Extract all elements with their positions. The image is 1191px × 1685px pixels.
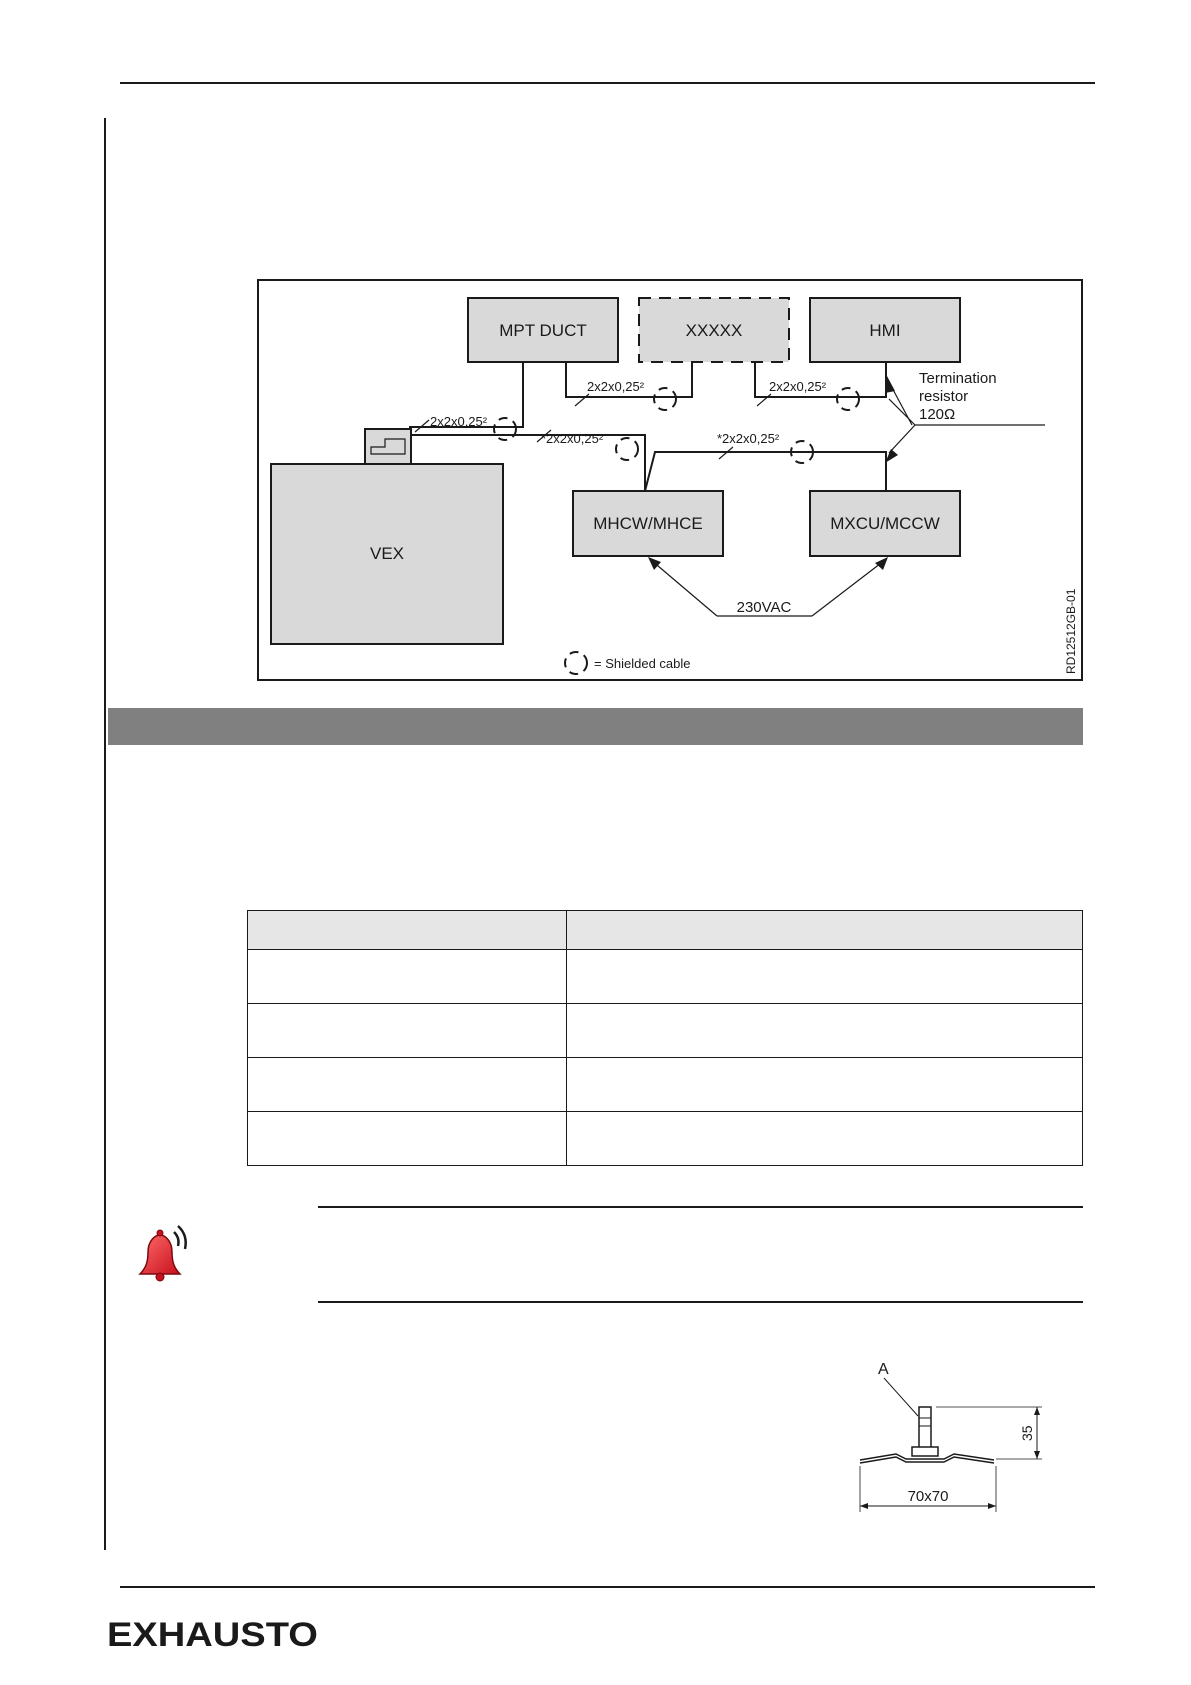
termination-text-1: Termination	[919, 370, 997, 387]
table-row	[248, 1004, 1083, 1058]
table-row	[248, 950, 1083, 1004]
footer-rule	[120, 1586, 1095, 1588]
box-xxxxx-label: XXXXX	[685, 321, 743, 340]
alarm-bell-icon	[130, 1222, 200, 1282]
sensor-body	[919, 1407, 931, 1451]
box-mpt-duct-label: MPT DUCT	[499, 321, 587, 340]
note-rule-top	[318, 1206, 1083, 1208]
cable-label-mpt-xxxxx: 2x2x0,25²	[587, 379, 645, 394]
sensor-label-a: A	[878, 1361, 889, 1378]
table-cell	[567, 1058, 1083, 1112]
box-vex-label: VEX	[369, 544, 405, 563]
termination-text-2: resistor	[919, 388, 969, 405]
table-header-cell	[248, 911, 567, 950]
table-cell	[567, 1004, 1083, 1058]
table-header-row	[248, 911, 1083, 950]
section-heading-band	[108, 708, 1083, 745]
table-cell	[567, 1112, 1083, 1166]
sensor-width-dim: 70x70	[907, 1488, 949, 1505]
sensor-mounting-drawing	[856, 1356, 1066, 1516]
cable-label-vex-mhcw: *2x2x0,25²	[541, 431, 604, 446]
box-mxcu-label: MXCU/MCCW	[830, 514, 940, 533]
termination-text-3: 120Ω	[919, 406, 956, 423]
margin-change-bar	[104, 118, 106, 1550]
header-rule	[120, 82, 1095, 84]
supply-label: 230VAC	[736, 599, 792, 616]
table-cell	[248, 1004, 567, 1058]
sensor-nut	[912, 1447, 938, 1456]
table-cell	[248, 1058, 567, 1112]
cable-label-mhcw-mxcu: *2x2x0,25²	[717, 431, 780, 446]
note-rule-bottom	[318, 1301, 1083, 1303]
cable-label-vex-mpt: 2x2x0,25²	[430, 414, 488, 429]
spec-table	[247, 910, 1083, 1166]
legend-text: = Shielded cable	[594, 656, 691, 671]
drawing-code: RD12512GB-01	[1064, 588, 1078, 674]
table-cell	[567, 950, 1083, 1004]
wiring-diagram	[257, 279, 1083, 681]
table-cell	[248, 1112, 567, 1166]
table-cell	[248, 950, 567, 1004]
cable-label-xxxxx-hmi: 2x2x0,25²	[769, 379, 827, 394]
sensor-height-dim: 35	[1019, 1425, 1035, 1441]
box-mhcw-label: MHCW/MHCE	[593, 514, 703, 533]
table-header-cell	[567, 911, 1083, 950]
box-hmi-label: HMI	[869, 321, 901, 340]
table-row	[248, 1112, 1083, 1166]
brand-logo: EXHAUSTO	[107, 1616, 318, 1654]
table-row	[248, 1058, 1083, 1112]
